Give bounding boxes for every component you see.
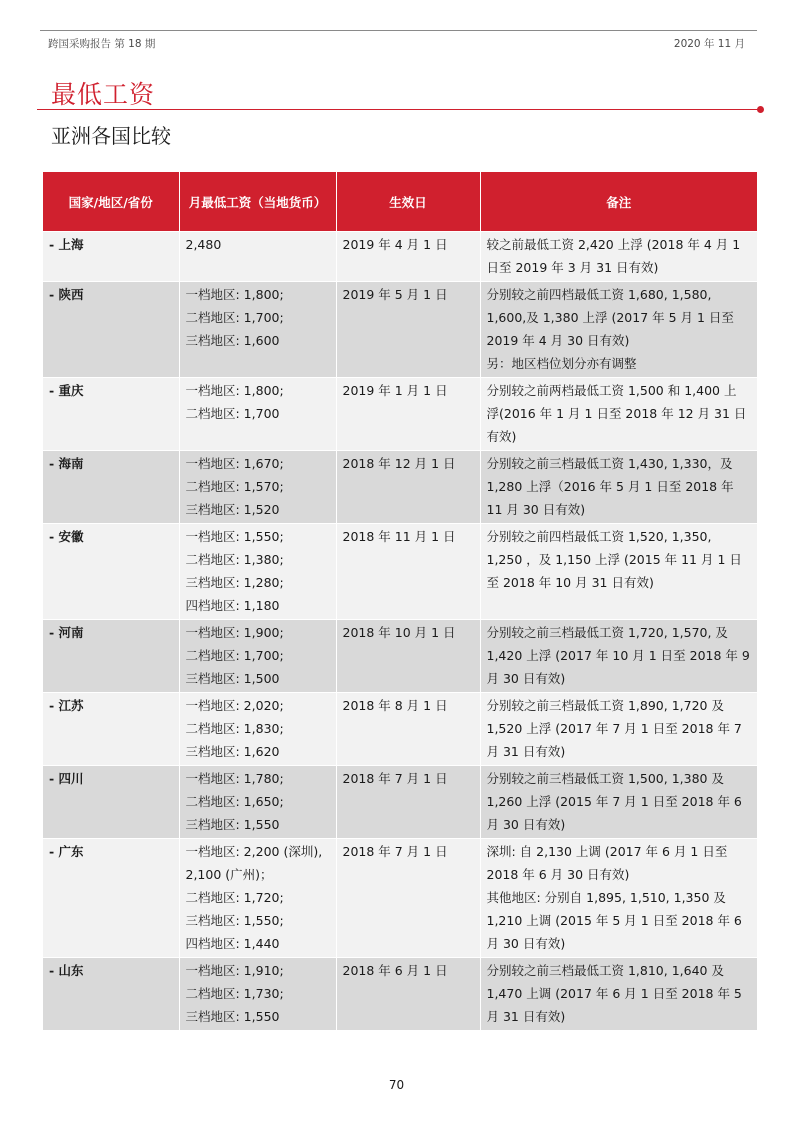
wage-line: 一档地区: 1,780; (185, 771, 284, 786)
region-cell: - 安徽 (43, 524, 179, 620)
wage-line: 三档地区: 1,520 (185, 502, 280, 517)
table-row (43, 378, 757, 451)
effective-date-cell: 2018 年 11 月 1 日 (336, 524, 480, 620)
wage-line: 三档地区: 1,550 (185, 817, 280, 832)
wage-line: 二档地区: 1,700 (185, 406, 280, 421)
column-header-region: 国家/地区/省份 (43, 172, 179, 232)
wage-line: 三档地区: 1,500 (185, 671, 280, 686)
note-line: 2018 年 6 月 30 日有效) (486, 867, 630, 882)
table-row (43, 693, 757, 766)
table-header-row (43, 172, 757, 232)
region-cell: - 上海 (43, 232, 179, 282)
notes-cell (480, 378, 757, 451)
page-title: 最低工资 (51, 80, 156, 109)
wage-line: 一档地区: 2,020; (185, 698, 284, 713)
table-row (43, 524, 757, 620)
note-line: 1,280 上浮（2016 年 5 月 1 日至 2018 年 (486, 479, 734, 494)
wage-line: 四档地区: 1,440 (185, 936, 280, 951)
wage-line: 2,480 (185, 237, 222, 252)
wage-cell (179, 766, 336, 839)
wage-line: 二档地区: 1,570; (185, 479, 284, 494)
wage-cell (179, 620, 336, 693)
wage-line: 二档地区: 1,650; (185, 794, 284, 809)
column-header-notes: 备注 (480, 172, 757, 232)
wage-line: 一档地区: 1,910; (185, 963, 284, 978)
table-row (43, 451, 757, 524)
note-line: 至 2018 年 10 月 31 日有效) (486, 575, 654, 590)
region-cell: - 四川 (43, 766, 179, 839)
wage-line: 一档地区: 1,550; (185, 529, 284, 544)
wage-cell (179, 839, 336, 958)
note-line: 其他地区: 分别自 1,895, 1,510, 1,350 及 (486, 890, 726, 905)
title-rule-dot (757, 106, 764, 113)
wage-line: 三档地区: 1,620 (185, 744, 280, 759)
wage-line: 一档地区: 2,200 (深圳), (185, 844, 323, 859)
wage-line: 2,100 (广州)； (185, 867, 273, 882)
note-line: 浮(2016 年 1 月 1 日至 2018 年 12 月 31 日 (486, 406, 747, 421)
note-line: 分别较之前两档最低工资 1,500 和 1,400 上 (486, 383, 737, 398)
note-line: 分别较之前四档最低工资 1,680, 1,580, (486, 287, 712, 302)
table-row (43, 958, 757, 1031)
note-line: 分别较之前四档最低工资 1,520, 1,350, (486, 529, 712, 544)
note-line: 有效) (486, 429, 517, 444)
wage-line: 二档地区: 1,720; (185, 890, 284, 905)
note-line: 1,520 上浮 (2017 年 7 月 1 日至 2018 年 7 (486, 721, 742, 736)
region-cell: - 河南 (43, 620, 179, 693)
wage-line: 二档地区: 1,830; (185, 721, 284, 736)
wage-line: 一档地区: 1,800; (185, 287, 284, 302)
page-subtitle: 亚洲各国比较 (51, 124, 171, 148)
note-line: 1,420 上浮 (2017 年 10 月 1 日至 2018 年 9 (486, 648, 750, 663)
wage-line: 四档地区: 1,180 (185, 598, 280, 613)
wage-cell (179, 378, 336, 451)
note-line: 11 月 30 日有效) (486, 502, 586, 517)
wage-cell (179, 451, 336, 524)
report-issue-label: 跨国采购报告 第 18 期 (48, 38, 156, 50)
effective-date-cell: 2018 年 7 月 1 日 (336, 839, 480, 958)
report-date-label: 2020 年 11 月 (673, 38, 745, 50)
note-line: 2019 年 4 月 30 日有效) (486, 333, 630, 348)
effective-date-cell: 2018 年 10 月 1 日 (336, 620, 480, 693)
wage-cell (179, 232, 336, 282)
wage-cell (179, 958, 336, 1031)
notes-cell (480, 524, 757, 620)
minimum-wage-table (43, 172, 757, 1030)
note-line: 分别较之前三档最低工资 1,810, 1,640 及 (486, 963, 724, 978)
note-line: 1,600,及 1,380 上浮 (2017 年 5 月 1 日至 (486, 310, 734, 325)
wage-line: 二档地区: 1,700; (185, 648, 284, 663)
table-header (43, 172, 757, 232)
wage-line: 三档地区: 1,550 (185, 1009, 280, 1024)
note-line: 较之前最低工资 2,420 上浮 (2018 年 4 月 1 (486, 237, 741, 252)
notes-cell (480, 958, 757, 1031)
note-line: 1,470 上调 (2017 年 6 月 1 日至 2018 年 5 (486, 986, 742, 1001)
note-line: 分别较之前三档最低工资 1,430, 1,330，及 (486, 456, 733, 471)
table-row (43, 766, 757, 839)
effective-date-cell: 2018 年 6 月 1 日 (336, 958, 480, 1031)
notes-cell (480, 693, 757, 766)
column-header-effective-date: 生效日 (336, 172, 480, 232)
region-cell: - 江苏 (43, 693, 179, 766)
table-row (43, 839, 757, 958)
page-number: 70 (388, 1078, 405, 1092)
region-cell: - 海南 (43, 451, 179, 524)
note-line: 分别较之前三档最低工资 1,720, 1,570, 及 (486, 625, 728, 640)
note-line: 1,260 上浮 (2015 年 7 月 1 日至 2018 年 6 (486, 794, 742, 809)
wage-line: 一档地区: 1,670; (185, 456, 284, 471)
column-header-wage: 月最低工资（当地货币） (179, 172, 336, 232)
effective-date-cell: 2019 年 5 月 1 日 (336, 282, 480, 378)
wage-line: 一档地区: 1,900; (185, 625, 284, 640)
table-row (43, 282, 757, 378)
wage-line: 三档地区: 1,550; (185, 913, 284, 928)
wage-line: 二档地区: 1,730; (185, 986, 284, 1001)
notes-cell (480, 451, 757, 524)
notes-cell (480, 232, 757, 282)
note-line: 月 30 日有效) (486, 671, 566, 686)
effective-date-cell: 2019 年 4 月 1 日 (336, 232, 480, 282)
note-line: 1,250 ，及 1,150 上浮 (2015 年 11 月 1 日 (486, 552, 742, 567)
region-cell: - 山东 (43, 958, 179, 1031)
note-line: 1,210 上调 (2015 年 5 月 1 日至 2018 年 6 (486, 913, 742, 928)
table-body (43, 232, 757, 1031)
notes-cell (480, 620, 757, 693)
title-rule (37, 109, 759, 110)
note-line: 月 30 日有效) (486, 817, 566, 832)
effective-date-cell: 2018 年 8 月 1 日 (336, 693, 480, 766)
wage-line: 三档地区: 1,280; (185, 575, 284, 590)
wage-cell (179, 524, 336, 620)
note-line: 另：地区档位划分亦有调整 (486, 356, 637, 371)
effective-date-cell: 2018 年 7 月 1 日 (336, 766, 480, 839)
note-line: 分别较之前三档最低工资 1,890, 1,720 及 (486, 698, 724, 713)
table-row (43, 232, 757, 282)
wage-line: 三档地区: 1,600 (185, 333, 280, 348)
note-line: 日至 2019 年 3 月 31 日有效) (486, 260, 659, 275)
note-line: 月 31 日有效) (486, 1009, 566, 1024)
note-line: 月 30 日有效) (486, 936, 566, 951)
note-line: 深圳: 自 2,130 上调 (2017 年 6 月 1 日至 (486, 844, 728, 859)
table-row (43, 620, 757, 693)
effective-date-cell: 2018 年 12 月 1 日 (336, 451, 480, 524)
wage-line: 二档地区: 1,380; (185, 552, 284, 567)
region-cell: - 重庆 (43, 378, 179, 451)
wage-line: 二档地区: 1,700; (185, 310, 284, 325)
notes-cell (480, 766, 757, 839)
header-rule (40, 30, 757, 31)
region-cell: - 广东 (43, 839, 179, 958)
note-line: 月 31 日有效) (486, 744, 566, 759)
notes-cell (480, 839, 757, 958)
wage-cell (179, 282, 336, 378)
effective-date-cell: 2019 年 1 月 1 日 (336, 378, 480, 451)
note-line: 分别较之前三档最低工资 1,500, 1,380 及 (486, 771, 724, 786)
region-cell: - 陕西 (43, 282, 179, 378)
wage-line: 一档地区: 1,800; (185, 383, 284, 398)
notes-cell (480, 282, 757, 378)
wage-cell (179, 693, 336, 766)
